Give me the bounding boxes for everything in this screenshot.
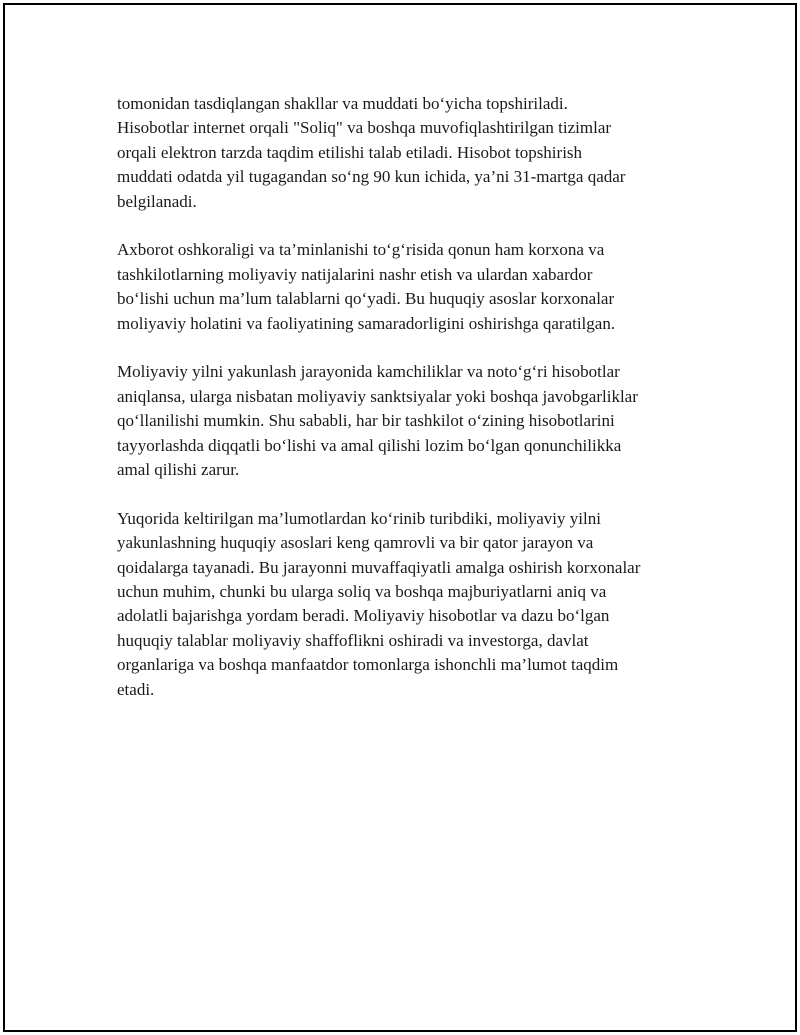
- text-line: huquqiy talablar moliyaviy shaffoflikni oshiradi va investorga, davlat: [117, 630, 589, 650]
- text-line: Axborot oshkoraligi va ta’minlanishi to‘g‘risida qonun ham korxona va: [117, 240, 605, 260]
- text-line: Moliyaviy yilni yakunlash jarayonida kamchiliklar va noto‘g‘ri hisobotlar: [117, 362, 620, 382]
- text-line: muddati odatda yil tugagandan so‘ng 90 kun ichida, ya’ni 31-martga qadar: [117, 167, 626, 187]
- text-line: yakunlashning huquqiy asoslari keng qamrovli va bir qator jarayon va: [117, 533, 594, 553]
- text-line: qo‘llanilishi mumkin. Shu sababli, har bir tashkilot o‘zining hisobotlarini: [117, 411, 615, 431]
- text-line: bo‘lishi uchun ma’lum talablarni qo‘yadi. Bu huquqiy asoslar korxonalar: [117, 289, 615, 309]
- paragraph-2: [117, 238, 702, 336]
- paragraph-3: [117, 360, 702, 482]
- paragraph-1: [117, 92, 702, 214]
- document-body: [117, 92, 702, 727]
- text-line: moliyaviy holatini va faoliyatining samaradorligini oshirishga qaratilgan.: [117, 313, 616, 333]
- text-line: Yuqorida keltirilgan ma’lumotlardan ko‘rinib turibdiki, moliyaviy yilni: [117, 508, 601, 528]
- text-line: belgilanadi.: [117, 191, 197, 211]
- text-line: adolatli bajarishga yordam beradi. Moliyaviy hisobotlar va dazu bo‘lgan: [117, 606, 610, 626]
- text-line: tayyorlashda diqqatli bo‘lishi va amal qilishi lozim bo‘lgan qonunchilikka: [117, 435, 622, 455]
- text-line: amal qilishi zarur.: [117, 460, 240, 480]
- text-line: tomonidan tasdiqlangan shakllar va muddati bo‘yicha topshiriladi.: [117, 94, 568, 113]
- text-line: etadi.: [117, 679, 155, 699]
- paragraph-4: [117, 507, 702, 702]
- text-line: tashkilotlarning moliyaviy natijalarini nashr etish va ulardan xabardor: [117, 264, 593, 284]
- text-line: organlariga va boshqa manfaatdor tomonlarga ishonchli ma’lumot taqdim: [117, 655, 619, 675]
- text-line: Hisobotlar internet orqali "Soliq" va boshqa muvofiqlashtirilgan tizimlar: [117, 118, 612, 138]
- text-line: qoidalarga tayanadi. Bu jarayonni muvaffaqiyatli amalga oshirish korxonalar: [117, 557, 641, 577]
- text-line: aniqlansa, ularga nisbatan moliyaviy sanktsiyalar yoki boshqa javobgarliklar: [117, 386, 638, 406]
- text-line: uchun muhim, chunki bu ularga soliq va boshqa majburiyatlarni aniq va: [117, 582, 607, 602]
- text-line: orqali elektron tarzda taqdim etilishi talab etiladi. Hisobot topshirish: [117, 142, 583, 162]
